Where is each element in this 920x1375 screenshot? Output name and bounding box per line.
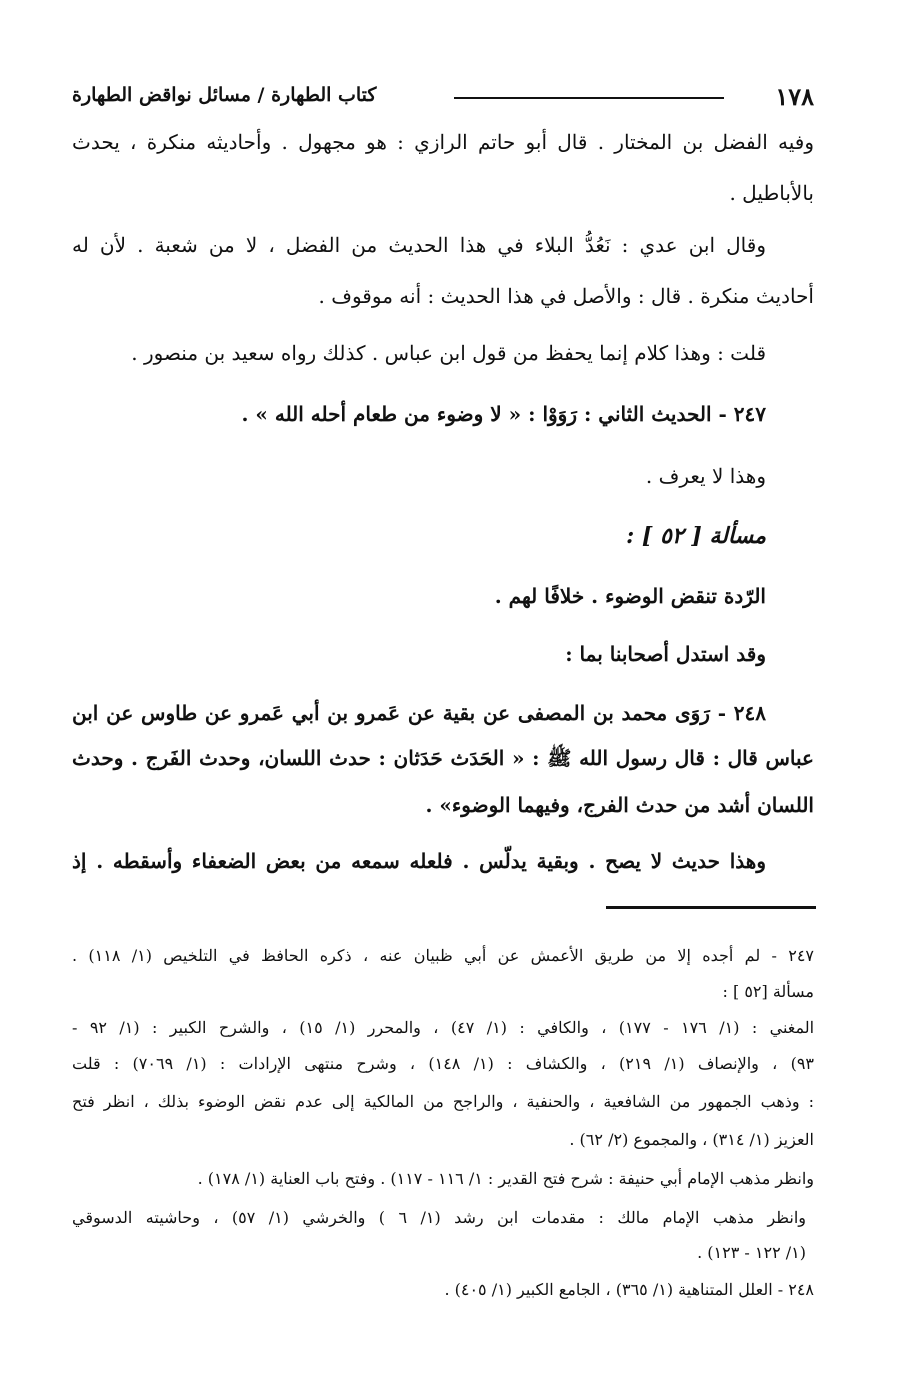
body-line-12: عباس قال : قال رسول الله ﷺ : « الحَدَث حَدَثان : حدث اللسان، وحدث الفَرج . وحدث xyxy=(72,746,814,770)
footnote-line-3: المغني : (١/ ١٧٦ - ١٧٧) ، والكافي : (١/ ٤٧) ، والمحرر (١/ ١٥) ، والشرح الكبير : (١/ ٩٢ - xyxy=(72,1018,814,1037)
running-title: كتاب الطهارة / مسائل نواقض الطهارة xyxy=(72,84,377,106)
footnote-line-7: وانظر مذهب الإمام أبي حنيفة : شرح فتح القدير : ١/ ١١٦ - ١١٧) . وفتح باب العناية (١/ ١٧٨) . xyxy=(197,1169,814,1188)
page-number: ١٧٨ xyxy=(775,82,814,111)
hadith-248: ٢٤٨ - رَوَى محمد بن المصفى عن بقية عن عَمرو بن أبي عَمرو عن طاوس عن ابن xyxy=(72,701,766,725)
page-header xyxy=(72,82,822,112)
masala-heading: مسألة [ ٥٢ ] : xyxy=(626,523,766,549)
footnote-masala-label: مسألة [٥٢ ] : xyxy=(722,982,814,1001)
header-rule xyxy=(454,97,724,99)
hadith-247: ٢٤٧ - الحديث الثاني : رَوَوْا : « لا وضوء من طعام أحله الله » . xyxy=(241,402,766,426)
body-line-9: الرّدة تنقض الوضوء . خلافًا لهم . xyxy=(494,584,766,608)
footnote-line-4: ٩٣) ، والإنصاف (١/ ٢١٩) ، والكشاف : (١/ ١٤٨) ، وشرح منتهى الإرادات : (١/ ٧٠٦٩) : قلت xyxy=(72,1054,814,1073)
footnote-line-8: وانظر مذهب الإمام مالك : مقدمات ابن رشد (١/ ٦ ) والخرشي (١/ ٥٧) ، وحاشيته الدسوقي xyxy=(72,1208,806,1227)
footnote-line-5: : وذهب الجمهور من الشافعية ، والحنفية ، والراجح من المالكية إلى عدم نقض الوضوء بذلك ، انظر فتح xyxy=(72,1092,814,1111)
body-line-10: وقد استدل أصحابنا بما : xyxy=(565,642,766,666)
body-line-4: أحاديث منكرة . قال : والأصل في هذا الحديث : أنه موقوف . xyxy=(318,284,814,308)
body-line-13: اللسان أشد من حدث الفرج، وفيهما الوضوء» . xyxy=(425,793,814,817)
body-line-14: وهذا حديث لا يصح . وبقية يدلّس . فلعله سمعه من بعض الضعفاء وأسقطه . إذ xyxy=(72,849,766,873)
body-line-2: بالأباطيل . xyxy=(729,181,814,205)
body-line-5: قلت : وهذا كلام إنما يحفظ من قول ابن عباس . كذلك رواه سعيد بن منصور . xyxy=(131,341,766,365)
body-line-7: وهذا لا يعرف . xyxy=(645,464,766,488)
footnote-line-6: العزيز (١/ ٣١٤) ، والمجموع (٢/ ٦٢) . xyxy=(569,1130,814,1149)
footnote-rule xyxy=(606,906,816,909)
body-line-3: وقال ابن عدي : نَعُدُّ البلاء في هذا الحديث من الفضل ، لا من شعبة . لأن له xyxy=(72,233,766,257)
footnote-247: ٢٤٧ - لم أجده إلا من طريق الأعمش عن أبي ظبيان عنه ، ذكره الحافظ في التلخيص (١/ ١١٨) . xyxy=(72,946,814,965)
body-line-1: وفيه الفضل بن المختار . قال أبو حاتم الرازي : هو مجهول . وأحاديثه منكرة ، يحدث xyxy=(72,130,814,154)
footnote-248: ٢٤٨ - العلل المتناهية (١/ ٣٦٥) ، الجامع الكبير (١/ ٤٠٥) . xyxy=(444,1280,814,1299)
footnote-line-9: (١/ ١٢٢ - ١٢٣) . xyxy=(697,1243,806,1262)
